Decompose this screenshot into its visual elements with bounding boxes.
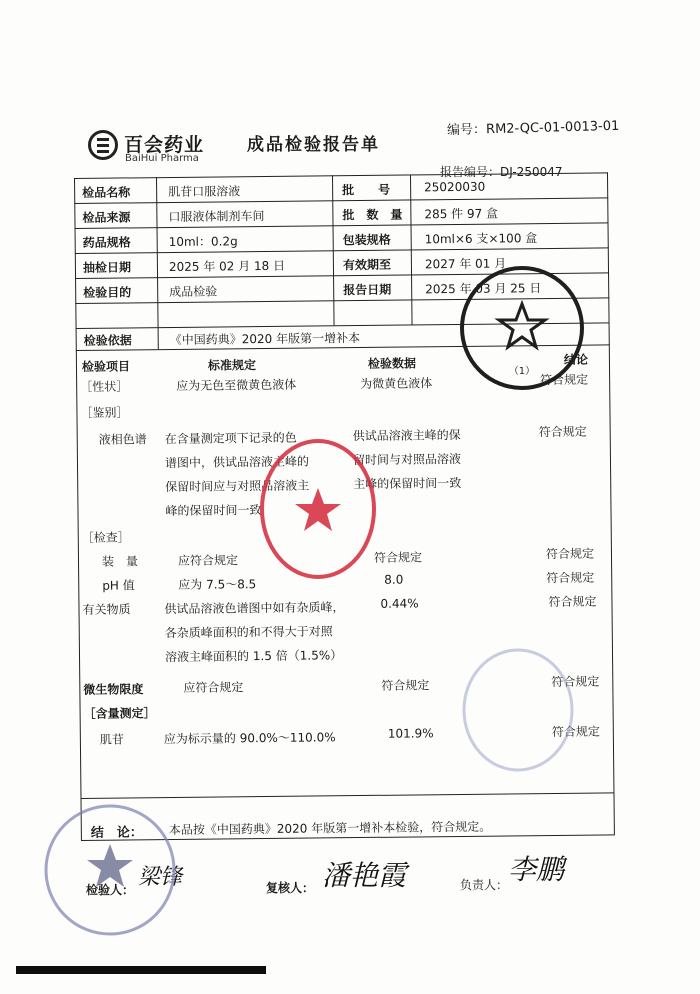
row-divider	[74, 197, 608, 204]
hplc-name: 液相色谱	[98, 432, 147, 447]
hplc-result: 符合规定	[538, 424, 587, 440]
microbial-limit-standard: 应符合规定	[183, 680, 244, 695]
impurity-name: 有关物质	[82, 602, 131, 617]
impurity-standard-line: 各杂质峰面积的和不得大于对照	[164, 624, 333, 641]
responsible-label: 负责人：	[460, 878, 509, 892]
conclusion-divider	[80, 792, 614, 799]
conclusion-text: 本品按《中国药典》2020 年版第一增补本检验，符合规定。	[168, 819, 492, 838]
ph-name: pH 值	[102, 578, 135, 593]
identification-section: ［鉴别］	[80, 405, 129, 420]
impurity-standard-line: 供试品溶液色谱图中如有杂质峰，	[164, 600, 345, 617]
row-divider	[75, 222, 609, 229]
ph-data: 8.0	[384, 572, 404, 587]
ph-result: 符合规定	[546, 570, 595, 586]
inspector-label: 检验人：	[86, 883, 135, 897]
assay-standard: 应为标示量的 90.0%～110.0%	[163, 730, 336, 747]
form-border-top	[74, 172, 608, 179]
batch-qty-value: 285 件 97 盒	[424, 206, 499, 222]
assay-section: ［含量测定］	[83, 706, 156, 721]
pack-label: 包装规格	[342, 232, 391, 248]
report-number: 报告编号：DJ-250047	[440, 165, 563, 179]
document-code: 编号：RM2-QC-01-0013-01	[446, 118, 620, 139]
source-label: 检品来源	[82, 210, 131, 225]
pack-value: 10ml×6 支×100 盒	[424, 231, 538, 247]
sample-date-value: 2025 年 02 月 18 日	[168, 258, 286, 275]
impurity-standard-line: 溶液主峰面积的 1.5 倍（1.5%）	[164, 648, 343, 665]
microbial-limit-result: 符合规定	[551, 674, 600, 690]
hplc-standard-line: 在含量测定项下记录的色	[164, 430, 297, 447]
report-date-value: 2025 年 03 月 25 日	[425, 281, 542, 297]
purpose-value: 成品检验	[169, 284, 218, 300]
microbial-limit-data: 符合规定	[381, 678, 430, 693]
appearance-standard: 应为无色至微黄色液体	[176, 377, 297, 393]
quality-dept-seal-stamp-bottom	[40, 800, 183, 940]
svg-text:（1）: （1）	[508, 366, 536, 377]
ph-standard: 应为 7.5～8.5	[178, 577, 257, 592]
source-value: 口服液体制剂车间	[168, 209, 265, 225]
assay-result: 符合规定	[551, 724, 600, 740]
assay-name: 肌苷	[99, 732, 124, 747]
form-border-right	[607, 172, 615, 834]
conclusion-label: 结 论：	[90, 825, 143, 841]
hplc-standard-line: 峰的保留时间一致	[165, 503, 262, 519]
appearance-data: 为微黄色液体	[360, 376, 433, 392]
fill-volume-name: 装 量	[101, 554, 139, 569]
report-date-label: 报告日期	[343, 282, 392, 298]
expiry-value: 2027 年 01 月	[424, 256, 507, 272]
faded-seal-stamp	[458, 646, 578, 774]
spec-value: 10ml：0.2g	[168, 234, 238, 250]
column-standard-heading: 标准规定	[207, 358, 257, 373]
column-data-heading: 检验数据	[367, 356, 417, 371]
hplc-standard-line: 保留时间应与对照品溶液主	[165, 478, 310, 495]
company-seal-stamp	[456, 262, 588, 394]
inspection-section: ［检查］	[81, 530, 130, 545]
batch-label: 批 号	[342, 182, 391, 198]
fill-volume-standard: 应符合规定	[177, 553, 239, 568]
purpose-label: 检验目的	[83, 285, 132, 300]
basis-value: 《中国药典》2020 年版第一增补本	[169, 331, 361, 348]
product-name-value: 肌苷口服溶液	[168, 184, 241, 200]
product-name-label: 检品名称	[82, 185, 131, 200]
column-item-heading: 检验项目	[81, 359, 131, 374]
reviewer-label: 复核人：	[266, 881, 315, 895]
column-conclusion-heading: 结论	[563, 352, 589, 367]
appearance-section: ［性状］	[80, 379, 129, 394]
company-logo-icon	[88, 130, 118, 160]
document-title: 成品检验报告单	[247, 135, 380, 155]
hplc-data-line: 供试品溶液主峰的保	[352, 427, 461, 444]
fill-volume-result: 符合规定	[545, 546, 595, 562]
sample-date-label: 抽检日期	[82, 260, 132, 275]
quality-dept-seal-stamp	[256, 434, 380, 584]
hplc-standard-line: 谱图中，供试品溶液主峰的	[164, 454, 310, 471]
impurity-result: 符合规定	[548, 594, 597, 610]
batch-value: 25020030	[424, 179, 486, 195]
hplc-data-line: 主峰的保留时间一致	[353, 475, 462, 492]
column-divider	[158, 327, 159, 349]
batch-qty-label: 批 数 量	[342, 207, 403, 223]
hplc-data-line: 留时间与对照品溶液	[352, 451, 462, 468]
reviewer-signature: 潘艳霞	[322, 859, 407, 892]
scan-edge-bar	[16, 966, 266, 974]
basis-label: 检验依据	[83, 333, 132, 348]
company-logo-english: BaiHui Pharma	[125, 153, 199, 164]
expiry-label: 有效期至	[342, 257, 392, 273]
appearance-result: 符合规定	[540, 372, 589, 388]
company-logo-name: 百会药业	[124, 134, 205, 156]
microbial-limit-name: 微生物限度	[83, 682, 144, 697]
fill-volume-data: 符合规定	[373, 550, 423, 565]
inspector-signature: 梁锋	[138, 865, 183, 890]
row-divider	[75, 247, 609, 254]
responsible-signature: 李鹏	[508, 853, 565, 886]
impurity-data: 0.44%	[380, 596, 419, 611]
spec-label: 药品规格	[82, 235, 131, 250]
assay-data: 101.9%	[387, 726, 434, 741]
